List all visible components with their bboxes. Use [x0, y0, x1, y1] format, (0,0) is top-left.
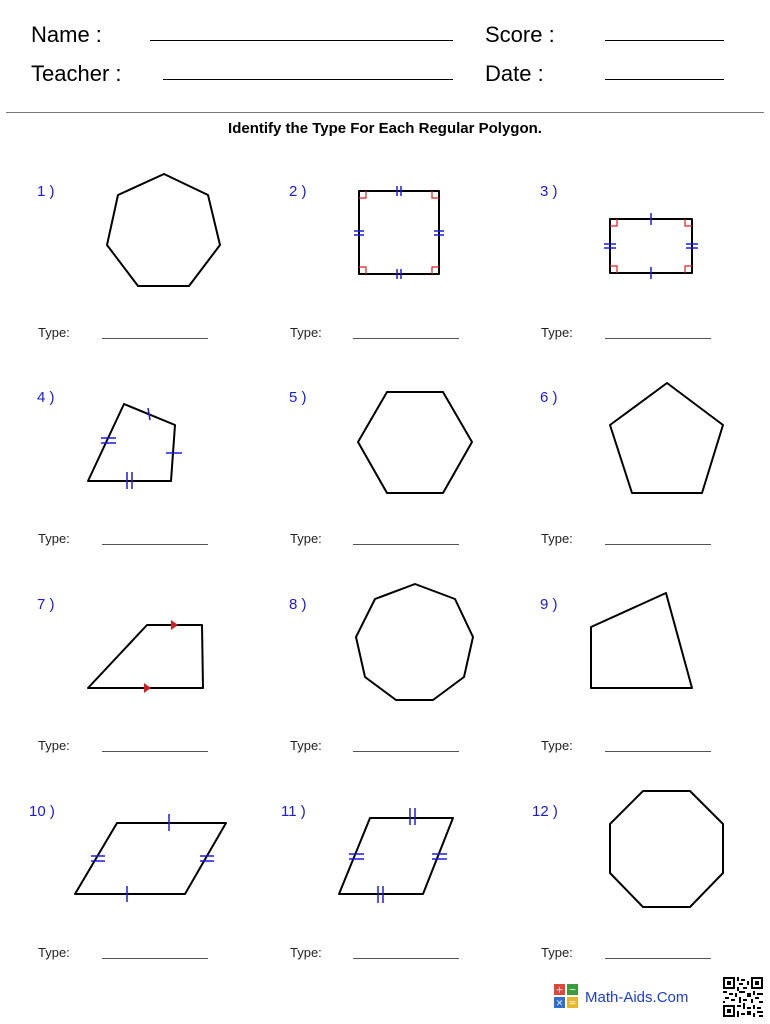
rhombus-shape [75, 823, 226, 894]
hexagon-shape [358, 392, 472, 493]
problem-number: 9 ) [540, 596, 558, 613]
teacher-label: Teacher : [31, 61, 122, 86]
nonagon-shape [356, 584, 473, 700]
rectangle-right-angle-marks [610, 219, 692, 273]
square-shape [359, 191, 439, 274]
svg-text:=: = [568, 998, 577, 1008]
problem-number: 2 ) [289, 183, 307, 200]
parallelogram-shape [339, 818, 453, 894]
square-tick-marks [354, 186, 444, 279]
site-link[interactable]: Math-Aids.Com [585, 989, 689, 1006]
type-label: Type: [38, 325, 70, 340]
rectangle-shape [610, 219, 692, 273]
kite-tick-marks [101, 408, 182, 489]
type-label: Type: [38, 531, 70, 546]
square-right-angle-marks [359, 191, 439, 274]
parallelogram-tick-marks [349, 808, 447, 903]
worksheet-title: Identify the Type For Each Regular Polygon. [228, 120, 542, 137]
type-label: Type: [541, 531, 573, 546]
problem-number: 10 ) [29, 803, 55, 820]
trapezoid-shape [88, 625, 203, 688]
problem-number: 12 ) [532, 803, 558, 820]
svg-text:+: + [555, 985, 564, 996]
trapezoid-parallel-arrows [144, 620, 178, 693]
problem-number: 6 ) [540, 389, 558, 406]
octagon-shape [610, 791, 723, 907]
qr-code-icon [723, 977, 763, 1017]
calculator-icon [554, 984, 578, 1008]
type-label: Type: [290, 945, 322, 960]
problem-number: 11 ) [281, 803, 306, 820]
problem-number: 8 ) [289, 596, 307, 613]
type-label: Type: [541, 738, 573, 753]
quadrilateral-shape [591, 593, 692, 688]
type-label: Type: [290, 738, 322, 753]
problem-number: 5 ) [289, 389, 307, 406]
rhombus-tick-marks [91, 814, 214, 902]
svg-text:×: × [555, 998, 564, 1008]
date-label: Date : [485, 61, 544, 86]
problem-number: 4 ) [37, 389, 55, 406]
heptagon-shape [107, 174, 220, 286]
type-label: Type: [290, 531, 322, 546]
problem-number: 1 ) [37, 183, 55, 200]
score-label: Score : [485, 22, 555, 47]
type-label: Type: [541, 325, 573, 340]
problem-number: 7 ) [37, 596, 55, 613]
name-label: Name : [31, 22, 102, 47]
type-label: Type: [38, 945, 70, 960]
pentagon-shape [610, 383, 723, 493]
problem-number: 3 ) [540, 183, 558, 200]
type-label: Type: [290, 325, 322, 340]
type-label: Type: [38, 738, 70, 753]
rectangle-tick-marks [604, 213, 698, 279]
svg-text:−: − [568, 985, 577, 996]
type-label: Type: [541, 945, 573, 960]
